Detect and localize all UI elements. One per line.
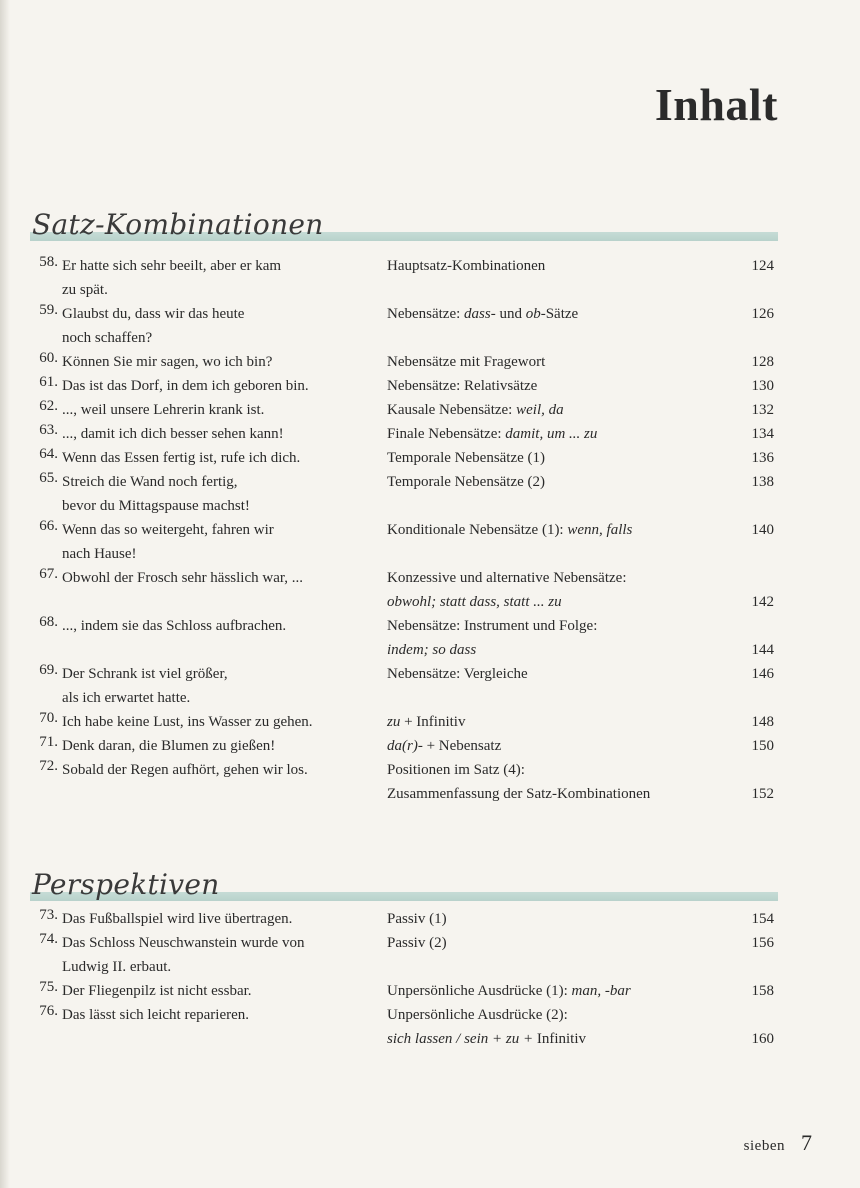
example-line: Der Schrank ist viel größer, [62, 666, 228, 682]
example-line: noch schaffen? [62, 330, 153, 346]
entry-grammar-topic [387, 422, 717, 446]
entry-grammar-topic [387, 662, 717, 686]
example-line: ..., damit ich dich besser sehen kann! [62, 426, 284, 442]
entry-number: 65. [39, 470, 58, 486]
entry-example-sentence [62, 518, 380, 566]
entry-page-number: 154 [751, 911, 774, 927]
example-line: Das lässt sich leicht reparieren. [62, 1007, 250, 1023]
entry-number: 67. [39, 566, 58, 582]
topic-line: Unpersönliche Ausdrücke (2): [387, 1007, 568, 1023]
topic-line: obwohl; statt dass, statt ... zu [387, 594, 562, 610]
entry-grammar-topic [387, 350, 717, 374]
example-line: Das Schloss Neuschwanstein wurde von [62, 935, 305, 951]
topic-line: Temporale Nebensätze (2) [387, 474, 546, 490]
entry-number: 59. [39, 302, 58, 318]
entry-page-number: 130 [751, 378, 774, 394]
example-line: nach Hause! [62, 546, 137, 562]
example-line: Obwohl der Frosch sehr hässlich war, ... [62, 570, 304, 586]
topic-line: da(r)- + Nebensatz [387, 738, 502, 754]
entry-page-number: 156 [751, 935, 774, 951]
section-heading-satz-kombinationen [30, 201, 778, 241]
topic-line: Passiv (2) [387, 935, 447, 951]
entry-grammar-topic [387, 398, 717, 422]
entry-page-number: 124 [751, 258, 774, 274]
entry-grammar-topic [387, 979, 717, 1003]
topic-line: Temporale Nebensätze (1) [387, 450, 546, 466]
example-line: als ich erwartet hatte. [62, 690, 191, 706]
example-line: Können Sie mir sagen, wo ich bin? [62, 354, 273, 370]
entry-number: 63. [39, 422, 58, 438]
entry-number: 68. [39, 614, 58, 630]
entry-example-sentence [62, 566, 380, 590]
example-line: Ich habe keine Lust, ins Wasser zu gehen. [62, 714, 313, 730]
example-line: Der Fliegenpilz ist nicht essbar. [62, 983, 252, 999]
page-folio [744, 1130, 812, 1156]
entry-example-sentence [62, 710, 380, 734]
topic-line: Nebensätze mit Fragewort [387, 354, 546, 370]
example-line: Das ist das Dorf, in dem ich geboren bin. [62, 378, 309, 394]
entry-example-sentence [62, 422, 380, 446]
example-line: Wenn das Essen fertig ist, rufe ich dich. [62, 450, 301, 466]
entry-page-number: 128 [751, 354, 774, 370]
entry-grammar-topic [387, 734, 717, 758]
topic-line: Finale Nebensätze: damit, um ... zu [387, 426, 598, 442]
topic-line: Zusammenfassung der Satz-Kombinationen [387, 786, 651, 802]
entry-number: 61. [39, 374, 58, 390]
entry-page-number: 138 [751, 474, 774, 490]
entry-grammar-topic [387, 374, 717, 398]
entry-example-sentence [62, 350, 380, 374]
entry-number: 73. [39, 907, 58, 923]
entry-example-sentence [62, 931, 380, 979]
example-line: Denk daran, die Blumen zu gießen! [62, 738, 276, 754]
example-line: Ludwig II. erbaut. [62, 959, 172, 975]
entry-number: 62. [39, 398, 58, 414]
entry-grammar-topic [387, 1003, 717, 1051]
entry-grammar-topic [387, 614, 717, 662]
entry-page-number: 134 [751, 426, 774, 442]
entry-grammar-topic [387, 302, 717, 326]
page-edge [0, 0, 10, 1188]
entry-example-sentence [62, 1003, 380, 1027]
page-title: Inhalt [654, 79, 778, 130]
entry-number: 58. [39, 254, 58, 270]
entry-page-number: 158 [751, 983, 774, 999]
entry-number: 69. [39, 662, 58, 678]
example-line: Streich die Wand noch fertig, [62, 474, 238, 490]
entry-number: 66. [39, 518, 58, 534]
page-number-word: sieben [743, 1138, 785, 1154]
topic-line: Unpersönliche Ausdrücke (1): man, -bar [387, 983, 631, 999]
entry-number: 60. [39, 350, 58, 366]
topic-line: Nebensätze: Relativsätze [387, 378, 538, 394]
entry-grammar-topic [387, 254, 717, 278]
topic-line: Konditionale Nebensätze (1): wenn, falls [387, 522, 633, 538]
topic-line: Hauptsatz-Kombinationen [387, 258, 546, 274]
entry-grammar-topic [387, 446, 717, 470]
entry-page-number: 148 [751, 714, 774, 730]
section-heading-label: Perspektiven [32, 868, 220, 901]
topic-line: sich lassen / sein + zu + Infinitiv [387, 1031, 586, 1047]
topic-line: zu + Infinitiv [387, 714, 466, 730]
entry-number: 74. [39, 931, 58, 947]
entry-example-sentence [62, 254, 380, 302]
entry-page-number: 126 [751, 306, 774, 322]
entry-number: 75. [39, 979, 58, 995]
page-number: 7 [801, 1130, 812, 1155]
entry-example-sentence [62, 907, 380, 931]
example-line: zu spät. [62, 282, 108, 298]
example-line: Glaubst du, dass wir das heute [62, 306, 245, 322]
entry-page-number: 136 [751, 450, 774, 466]
entry-example-sentence [62, 302, 380, 350]
entry-number: 70. [39, 710, 58, 726]
entry-grammar-topic [387, 758, 717, 806]
topic-line: Kausale Nebensätze: weil, da [387, 402, 564, 418]
example-line: ..., weil unsere Lehrerin krank ist. [62, 402, 265, 418]
example-line: Das Fußballspiel wird live übertragen. [62, 911, 293, 927]
example-line: Er hatte sich sehr beeilt, aber er kam [62, 258, 282, 274]
topic-line: Konzessive und alternative Nebensätze: [387, 570, 627, 586]
topic-line: indem; so dass [387, 642, 477, 658]
entry-number: 71. [39, 734, 58, 750]
entry-grammar-topic [387, 931, 717, 955]
topic-line: Nebensätze: Instrument und Folge: [387, 618, 598, 634]
example-line: bevor du Mittagspause machst! [62, 498, 250, 514]
entry-example-sentence [62, 446, 380, 470]
entry-number: 76. [39, 1003, 58, 1019]
entry-example-sentence [62, 374, 380, 398]
entry-page-number: 150 [751, 738, 774, 754]
entry-example-sentence [62, 758, 380, 782]
topic-line: Nebensätze: Vergleiche [387, 666, 528, 682]
entry-example-sentence [62, 979, 380, 1003]
example-line: ..., indem sie das Schloss aufbrachen. [62, 618, 287, 634]
example-line: Sobald der Regen aufhört, gehen wir los. [62, 762, 308, 778]
entry-page-number: 160 [751, 1031, 774, 1047]
entry-grammar-topic [387, 566, 717, 614]
topic-line: Nebensätze: dass- und ob-Sätze [387, 306, 579, 322]
entry-example-sentence [62, 614, 380, 638]
entry-grammar-topic [387, 710, 717, 734]
section-heading-label: Satz-Kombinationen [32, 208, 324, 241]
entry-page-number: 152 [751, 786, 774, 802]
entry-example-sentence [62, 734, 380, 758]
entry-number: 72. [39, 758, 58, 774]
entry-page-number: 146 [751, 666, 774, 682]
entry-example-sentence [62, 662, 380, 710]
entry-page-number: 140 [751, 522, 774, 538]
entry-page-number: 142 [751, 594, 774, 610]
entry-page-number: 144 [751, 642, 774, 658]
entry-grammar-topic [387, 907, 717, 931]
example-line: Wenn das so weitergeht, fahren wir [62, 522, 274, 538]
topic-line: Positionen im Satz (4): [387, 762, 525, 778]
entry-page-number: 132 [751, 402, 774, 418]
section-heading-perspektiven [30, 861, 778, 901]
entry-example-sentence [62, 398, 380, 422]
topic-line: Passiv (1) [387, 911, 447, 927]
entry-number: 64. [39, 446, 58, 462]
entry-example-sentence [62, 470, 380, 518]
entry-grammar-topic [387, 470, 717, 494]
entry-grammar-topic [387, 518, 717, 542]
